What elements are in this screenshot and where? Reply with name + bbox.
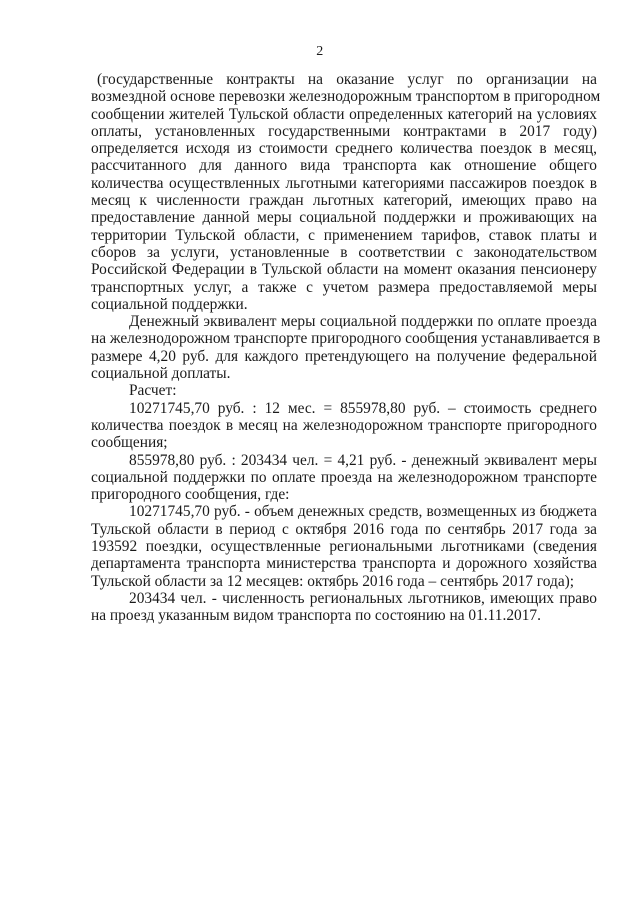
text-line: Расчет:	[129, 382, 177, 400]
document-body	[91, 71, 601, 625]
text-line: 193592 поездки, осуществленные региональными льготниками (сведения	[91, 538, 597, 556]
paragraph-p4	[91, 400, 597, 452]
text-line: возмездной основе перевозки железнодорожным транспортом в пригородном	[91, 88, 601, 106]
text-line: Российской Федерации в Тульской области на момент оказания пенсионеру	[91, 261, 597, 279]
text-line: 203434 чел. - численность региональных льготников, имеющих право	[129, 589, 597, 607]
text-line: пригородного сообщения, где:	[91, 486, 290, 504]
paragraph-p5	[91, 452, 597, 504]
text-line: на железнодорожном транспорте пригородного сообщения устанавливается в	[91, 330, 601, 348]
text-line: сборов за услуги, установленные в соответствии с законодательством	[91, 243, 597, 261]
text-line: социальной поддержки.	[91, 295, 248, 313]
text-line: 855978,80 руб. : 203434 чел. = 4,21 руб. - денежный эквивалент меры	[129, 451, 597, 469]
paragraph-p7	[91, 590, 597, 625]
text-line: Тульской области за 12 месяцев: октябрь 2016 года – сентябрь 2017 года);	[91, 572, 575, 590]
paragraph-p1	[91, 71, 601, 313]
text-line: определяется исходя из стоимости среднего количества поездок в месяц,	[91, 140, 597, 158]
page-number: 2	[316, 44, 324, 59]
text-line: размере 4,20 руб. для каждого претендующего на получение федеральной	[91, 347, 597, 365]
text-line: 10271745,70 руб. - объем денежных средств, возмещенных из бюджета	[129, 503, 597, 521]
text-line: рассчитанного для данного вида транспорта как отношение общего	[91, 157, 597, 175]
text-line: транспортных услуг, а также с учетом размера предоставляемой меры	[91, 278, 597, 296]
text-line: (государственные контракты на оказание услуг по организации на	[97, 71, 597, 88]
text-line: сообщении жителей Тульской области определенных категорий на условиях	[91, 105, 597, 123]
paragraph-p6	[91, 503, 597, 589]
text-line: на проезд указанным видом транспорта по состоянию на 01.11.2017.	[91, 607, 541, 625]
text-line: территории Тульской области, с применением тарифов, ставок платы и	[91, 226, 597, 244]
text-line: социальной доплаты.	[91, 365, 231, 383]
text-line: Денежный эквивалент меры социальной поддержки по оплате проезда	[129, 313, 597, 331]
text-line: Тульской области в период с октября 2016 года по сентябрь 2017 года за	[91, 520, 597, 538]
text-line: количества поездок в месяц на железнодорожном транспорте пригородного	[91, 416, 597, 434]
text-line: социальной поддержки по оплате проезда на железнодорожном транспорте	[91, 468, 597, 486]
text-line: департамента транспорта министерства транспорта и дорожного хозяйства	[91, 555, 597, 573]
text-line: месяц к численности граждан льготных категорий, имеющих право на	[91, 192, 597, 210]
text-line: оплаты, установленных государственными контрактами в 2017 году)	[91, 122, 597, 140]
paragraph-p2	[91, 313, 601, 383]
text-line: сообщения;	[91, 434, 168, 452]
text-line: количества осуществленных льготными категориями пассажиров поездок в	[91, 174, 597, 192]
text-line: предоставление данной меры социальной поддержки и проживающих на	[91, 209, 597, 227]
paragraph-p3	[91, 382, 597, 399]
text-line: 10271745,70 руб. : 12 мес. = 855978,80 руб. – стоимость среднего	[129, 399, 597, 417]
